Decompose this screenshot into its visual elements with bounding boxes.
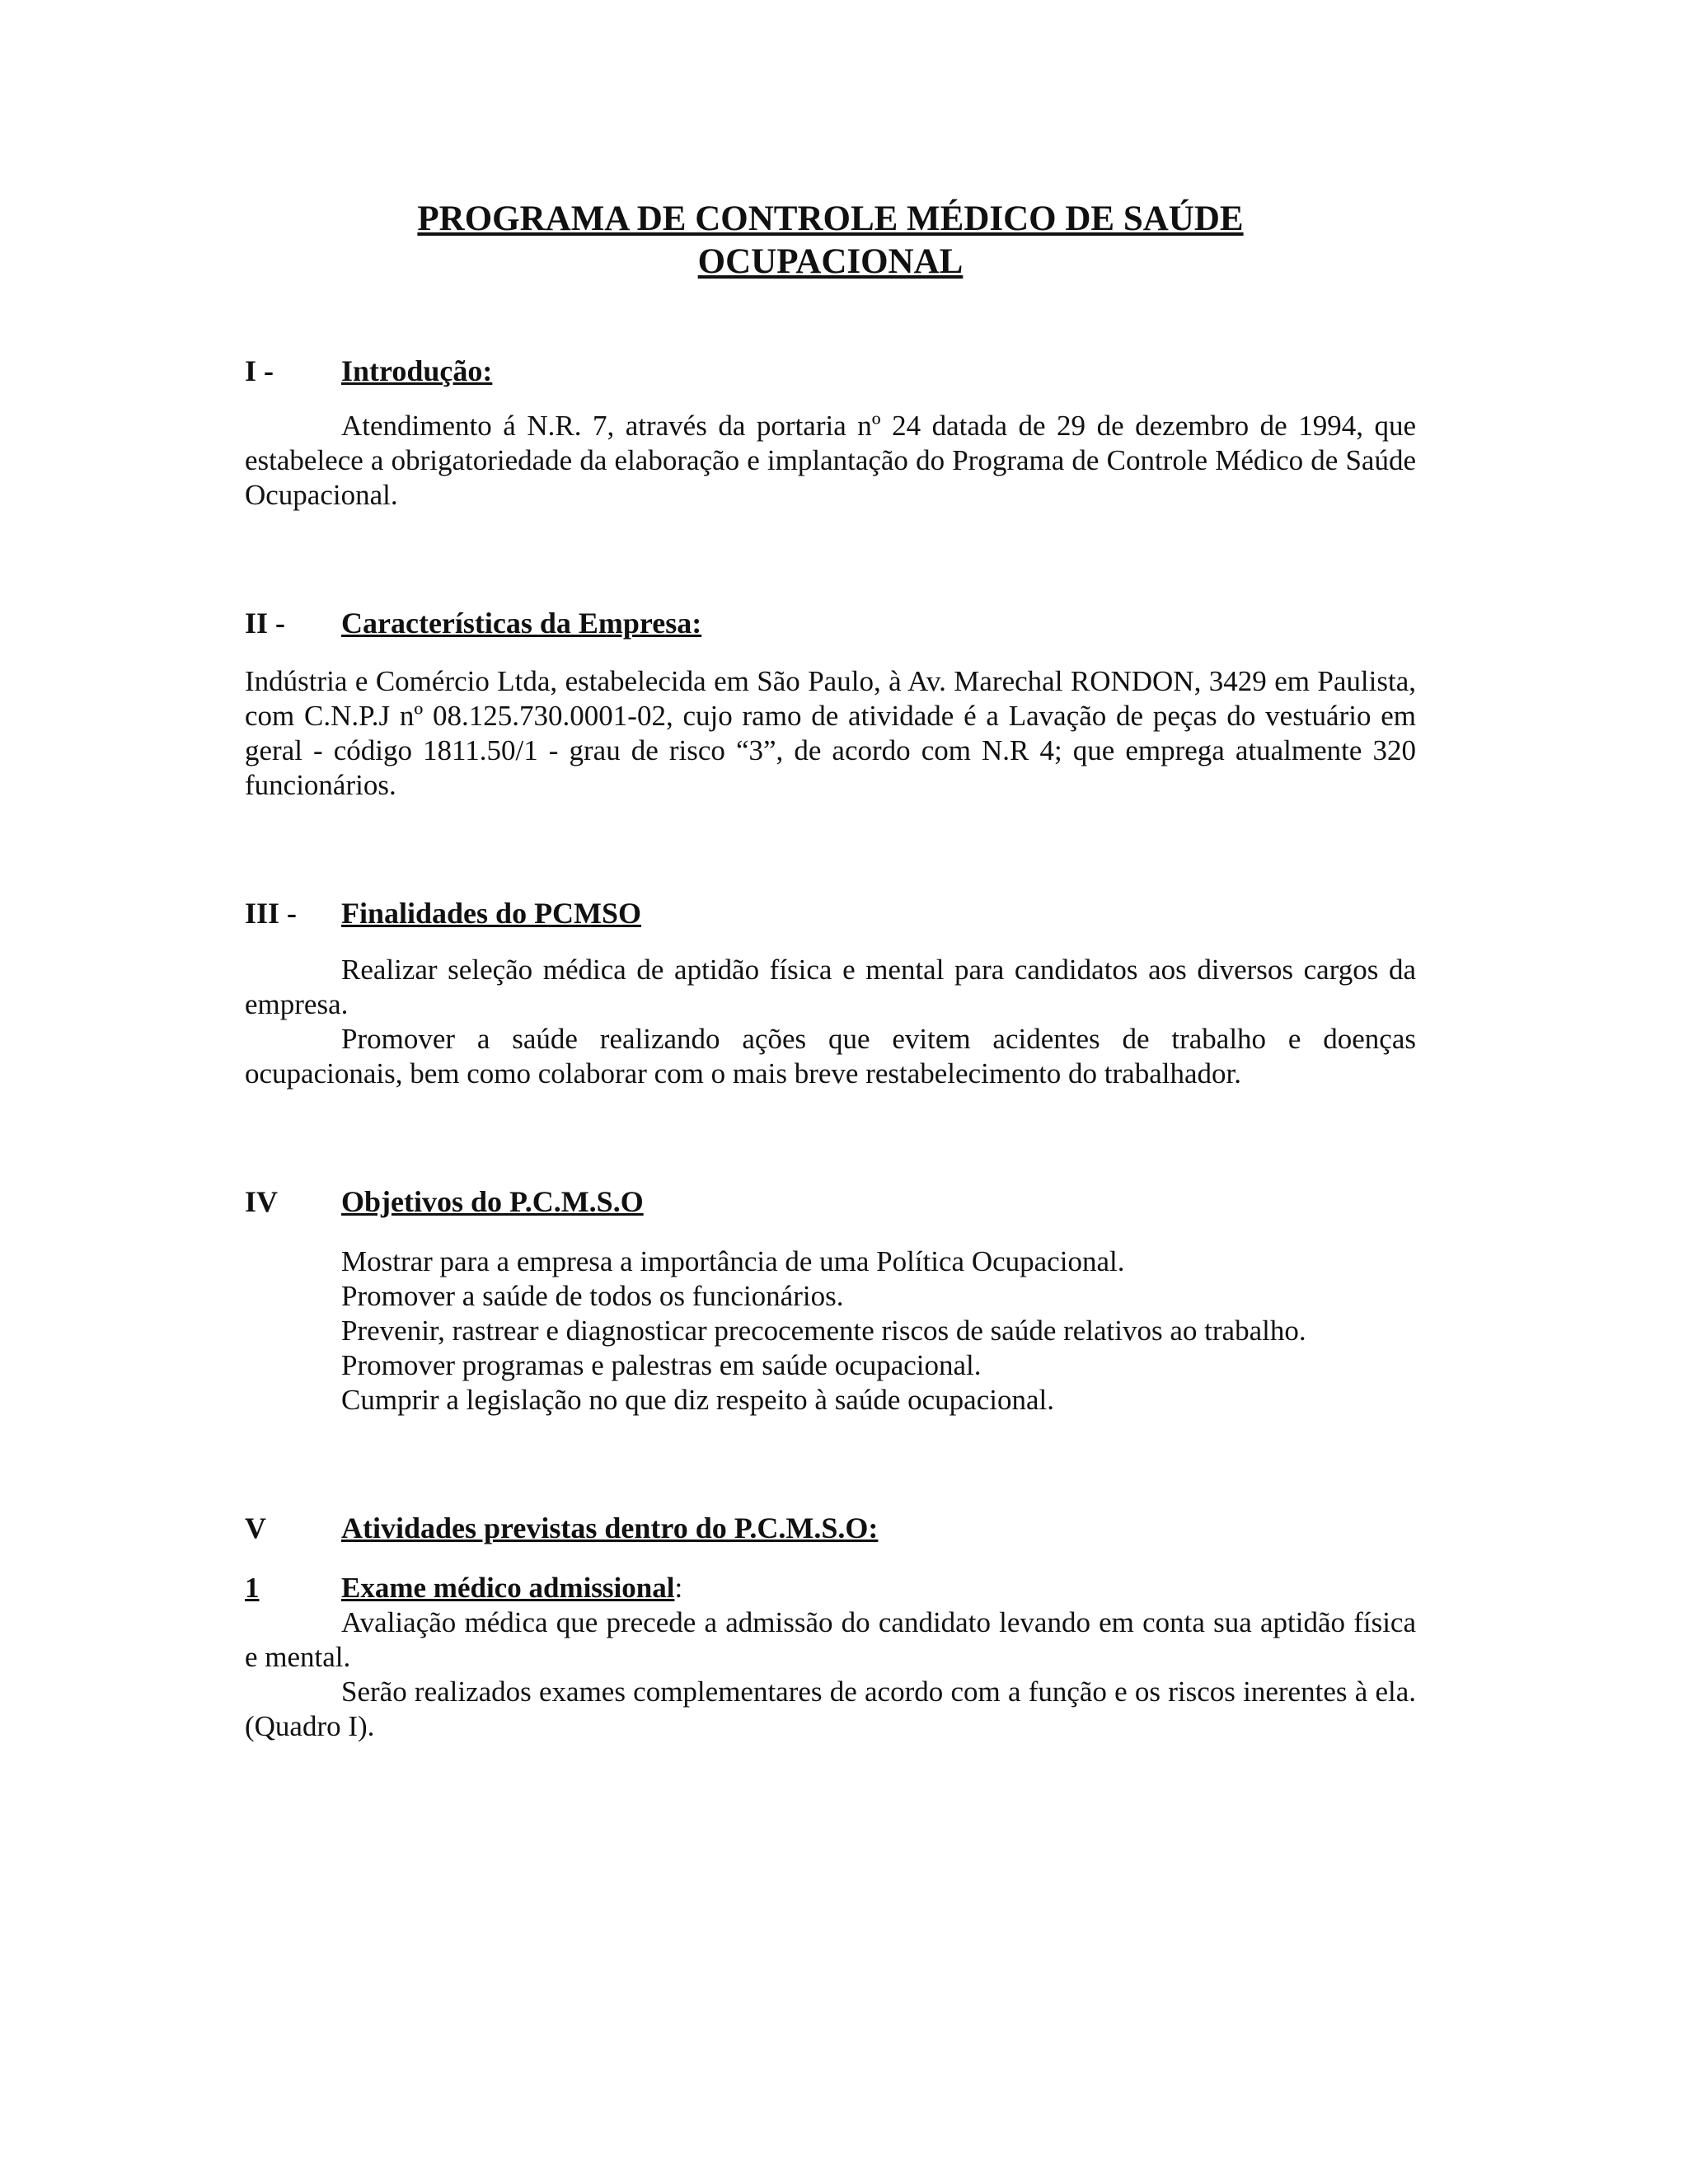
paragraph: Promover a saúde realizando ações que evitem acidentes de trabalho e doenças ocupacionais, bem como colaborar com o mais breve restabelecimento do trabalhador. bbox=[245, 1023, 1416, 1090]
paragraph: Atendimento á N.R. 7, através da portaria nº 24 datada de 29 de dezembro de 1994, que estabelece a obrigatoriedade da elaboração e implantação do Programa de Controle Médico de Saúde Ocupacional. bbox=[245, 410, 1416, 511]
section-title: Introdução: bbox=[341, 354, 493, 387]
subsection-heading-exame-admissional bbox=[245, 1571, 1416, 1605]
document-title bbox=[245, 198, 1416, 284]
list-item: Cumprir a legislação no que diz respeito à saúde ocupacional. bbox=[341, 1384, 1054, 1416]
section-title: Finalidades do PCMSO bbox=[341, 897, 642, 930]
section-heading-introducao bbox=[245, 353, 1416, 389]
title-line-1: PROGRAMA DE CONTROLE MÉDICO DE SAÚDE bbox=[417, 199, 1244, 238]
paragraph: Indústria e Comércio Ltda, estabelecida em São Paulo, à Av. Marechal RONDON, 3429 em Paulista, com C.N.P.J nº 08.125.730.0001-02, cujo ramo de atividade é a Lavação de peças do vestuário em geral - código 1811.50/1 - grau de risco “3”, de acordo com N.R 4; que emprega atualmente 320 funcionários. bbox=[245, 665, 1416, 801]
list-item: Promover programas e palestras em saúde ocupacional. bbox=[341, 1349, 982, 1381]
section-number: II - bbox=[245, 607, 286, 640]
paragraph: Serão realizados exames complementares de acordo com a função e os riscos inerentes à ela.(Quadro I). bbox=[245, 1675, 1416, 1742]
section-number: III - bbox=[245, 897, 298, 930]
section-number: IV bbox=[245, 1185, 279, 1218]
section-heading-finalidades bbox=[245, 895, 1416, 931]
paragraph: Avaliação médica que precede a admissão do candidato levando em conta sua aptidão física e mental. bbox=[245, 1606, 1416, 1673]
list-item: Mostrar para a empresa a importância de uma Política Ocupacional. bbox=[341, 1245, 1125, 1277]
section-number: I - bbox=[245, 354, 274, 387]
list-item: Promover a saúde de todos os funcionários. bbox=[341, 1280, 844, 1312]
subsection-number: 1 bbox=[245, 1572, 260, 1604]
section-heading-caracteristicas bbox=[245, 605, 1416, 641]
subsection-title: Exame médico admissional bbox=[341, 1572, 675, 1604]
section-title: Atividades previstas dentro do P.C.M.S.O: bbox=[341, 1511, 879, 1544]
objectives-list bbox=[245, 1244, 1416, 1418]
section-heading-objetivos bbox=[245, 1183, 1416, 1220]
section-title: Características da Empresa: bbox=[341, 607, 702, 640]
subsection-colon: : bbox=[674, 1572, 683, 1604]
section-number: V bbox=[245, 1511, 266, 1544]
title-line-2: OCUPACIONAL bbox=[697, 242, 964, 281]
paragraph: Realizar seleção médica de aptidão física e mental para candidatos aos diversos cargos da empresa. bbox=[245, 954, 1416, 1020]
section-title: Objetivos do P.C.M.S.O bbox=[341, 1185, 644, 1218]
section-heading-atividades bbox=[245, 1510, 1416, 1546]
list-item: Prevenir, rastrear e diagnosticar precocemente riscos de saúde relativos ao trabalho. bbox=[341, 1315, 1306, 1347]
